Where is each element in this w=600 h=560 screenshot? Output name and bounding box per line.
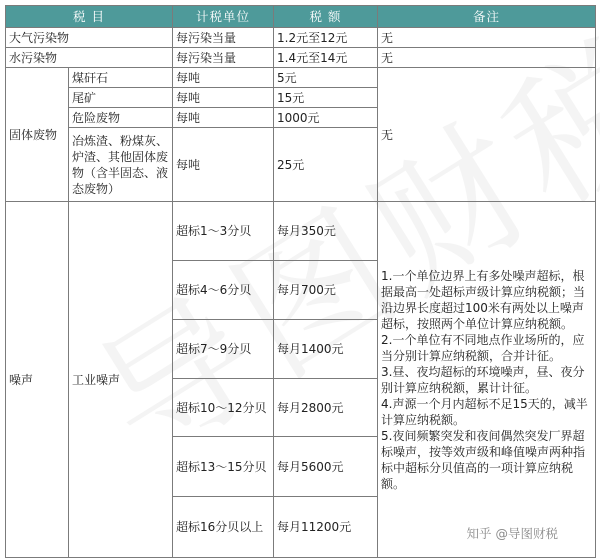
- sub-item-cell: 危险废物: [69, 108, 173, 128]
- note-cell: 无: [378, 68, 596, 202]
- amount-cell: 1.2元至12元: [274, 28, 378, 48]
- amount-cell: 15元: [274, 88, 378, 108]
- amount-cell: 每月700元: [274, 261, 378, 320]
- amount-cell: 5元: [274, 68, 378, 88]
- unit-cell: 每污染当量: [173, 28, 274, 48]
- unit-cell: 每污染当量: [173, 48, 274, 68]
- amount-cell: 每月2800元: [274, 379, 378, 437]
- note-cell: 无: [378, 28, 596, 48]
- tax-table: [5, 5, 596, 558]
- item-water: 水污染物: [6, 48, 173, 68]
- amount-cell: 1000元: [274, 108, 378, 128]
- sub-item-cell: 尾矿: [69, 88, 173, 108]
- note-line: 4.声源一个月内超标不足15天的，减半计算应纳税额。: [381, 396, 588, 427]
- table-row: [6, 48, 596, 68]
- note-line: 3.昼、夜均超标的环境噪声，昼、夜分别计算应纳税额，累计计征。: [381, 364, 585, 395]
- noise-notes: [378, 202, 596, 558]
- note-line: 2.一个单位有不同地点作业场所的，应当分别计算应纳税额，合并计征。: [381, 332, 585, 363]
- item-air: 大气污染物: [6, 28, 173, 48]
- item-solid: 固体废物: [6, 68, 69, 202]
- unit-cell: 超标16分贝以上: [173, 497, 274, 558]
- unit-cell: 每吨: [173, 68, 274, 88]
- note-line: 1.一个单位边界上有多处噪声超标，根据最高一处超标声级计算应纳税额；当沿边界长度超过100米有两处以上噪声超标，按照两个单位计算应纳税额。: [381, 268, 586, 331]
- header-unit: 计税单位: [173, 6, 274, 28]
- credit-label: 知乎 @导图财税: [466, 526, 558, 541]
- item-noise: 噪声: [6, 202, 69, 558]
- unit-cell: 超标13～15分贝: [173, 437, 274, 497]
- unit-cell: 超标10～12分贝: [173, 379, 274, 437]
- unit-cell: 每吨: [173, 108, 274, 128]
- sub-item-noise: 工业噪声: [69, 202, 173, 558]
- sub-item-cell: 煤矸石: [69, 68, 173, 88]
- note-line: 5.夜间频繁突发和夜间偶然突发厂界超标噪声，按等效声级和峰值噪声两种指标中超标分贝值高的一项计算应纳税额。: [381, 428, 586, 491]
- amount-cell: 25元: [274, 128, 378, 202]
- unit-cell: 超标4～6分贝: [173, 261, 274, 320]
- sub-item-cell: 冶炼渣、粉煤灰、炉渣、其他固体废物（含半固态、液态废物）: [69, 128, 173, 202]
- amount-cell: 每月1400元: [274, 320, 378, 379]
- amount-cell: 每月11200元: [274, 497, 378, 558]
- header-item: 税 目: [6, 6, 173, 28]
- unit-cell: 超标7～9分贝: [173, 320, 274, 379]
- unit-cell: 超标1～3分贝: [173, 202, 274, 261]
- table-row: [6, 202, 596, 261]
- unit-cell: 每吨: [173, 128, 274, 202]
- header-amount: 税 额: [274, 6, 378, 28]
- header-row: [6, 6, 596, 28]
- header-note: 备注: [378, 6, 596, 28]
- unit-cell: 每吨: [173, 88, 274, 108]
- amount-cell: 每月350元: [274, 202, 378, 261]
- table-row: [6, 68, 596, 88]
- table-row: [6, 28, 596, 48]
- amount-cell: 每月5600元: [274, 437, 378, 497]
- amount-cell: 1.4元至14元: [274, 48, 378, 68]
- note-cell: 无: [378, 48, 596, 68]
